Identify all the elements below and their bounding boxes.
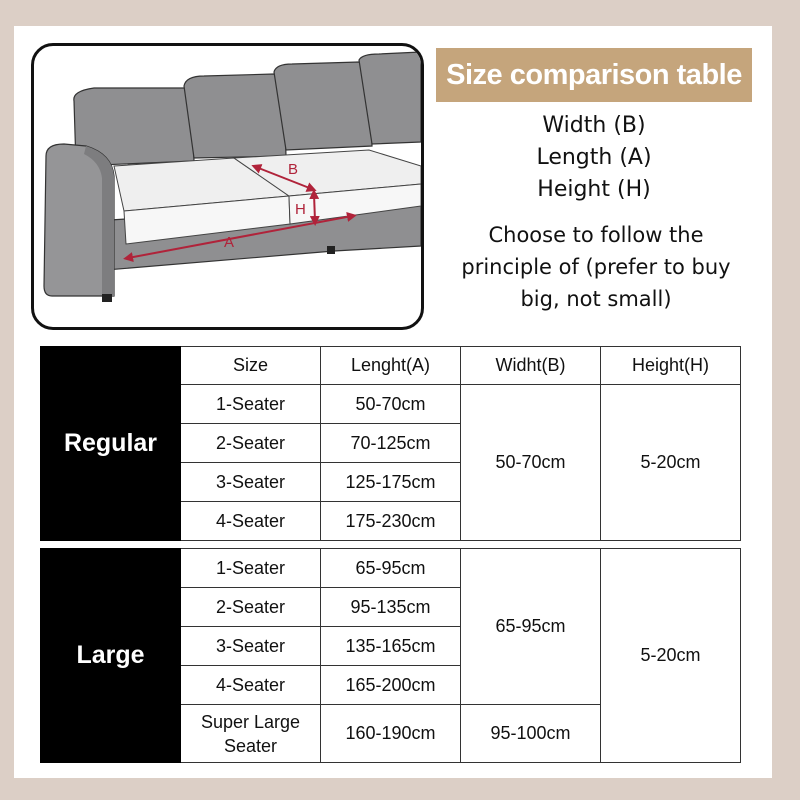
- group-label-regular: Regular: [41, 347, 181, 541]
- back-cushion-3: [274, 62, 372, 150]
- height-cell: 5-20cm: [601, 549, 741, 763]
- label-a: A: [224, 234, 235, 251]
- sofa-illustration: [34, 46, 421, 327]
- size-cell: 3-Seater: [181, 627, 321, 666]
- length-cell: 160-190cm: [321, 705, 461, 763]
- dimension-height: Height (H): [537, 177, 651, 202]
- header-size: Size: [181, 347, 321, 385]
- length-cell: 95-135cm: [321, 588, 461, 627]
- header-height: Height(H): [601, 347, 741, 385]
- size-cell: 1-Seater: [181, 385, 321, 424]
- length-cell: 70-125cm: [321, 424, 461, 463]
- height-cell: 5-20cm: [601, 385, 741, 541]
- header-width: Widht(B): [461, 347, 601, 385]
- size-table-title: Size comparison table: [436, 48, 752, 102]
- dimension-legend: [436, 110, 752, 206]
- large-size-table: [40, 548, 741, 763]
- header-length: Lenght(A): [321, 347, 461, 385]
- size-cell: 1-Seater: [181, 549, 321, 588]
- size-cell: 4-Seater: [181, 666, 321, 705]
- buying-advice-note: Choose to follow the principle of (prefer to buy big, not small): [461, 223, 731, 311]
- size-cell: 3-Seater: [181, 463, 321, 502]
- size-cell: 4-Seater: [181, 502, 321, 541]
- length-cell: 50-70cm: [321, 385, 461, 424]
- sofa-diagram: [31, 43, 424, 330]
- back-cushion-2: [184, 74, 286, 158]
- sofa-leg-2: [327, 246, 335, 254]
- width-cell: 50-70cm: [461, 385, 601, 541]
- width-cell-super-large: 95-100cm: [461, 705, 601, 763]
- dimension-length: Length (A): [536, 145, 652, 170]
- width-cell: 65-95cm: [461, 549, 601, 705]
- length-cell: 65-95cm: [321, 549, 461, 588]
- group-label-large: Large: [41, 549, 181, 763]
- length-cell: 175-230cm: [321, 502, 461, 541]
- size-cell-super-large: Super Large Seater: [181, 705, 321, 763]
- length-cell: 165-200cm: [321, 666, 461, 705]
- label-h: H: [295, 201, 306, 218]
- arrow-h: [314, 194, 315, 221]
- size-cell: 2-Seater: [181, 588, 321, 627]
- size-chart-card: [14, 26, 772, 778]
- length-cell: 135-165cm: [321, 627, 461, 666]
- label-b: B: [288, 161, 299, 178]
- size-cell: 2-Seater: [181, 424, 321, 463]
- sofa-leg-1: [102, 294, 112, 302]
- dimension-width: Width (B): [542, 113, 646, 138]
- regular-size-table: [40, 346, 741, 541]
- length-cell: 125-175cm: [321, 463, 461, 502]
